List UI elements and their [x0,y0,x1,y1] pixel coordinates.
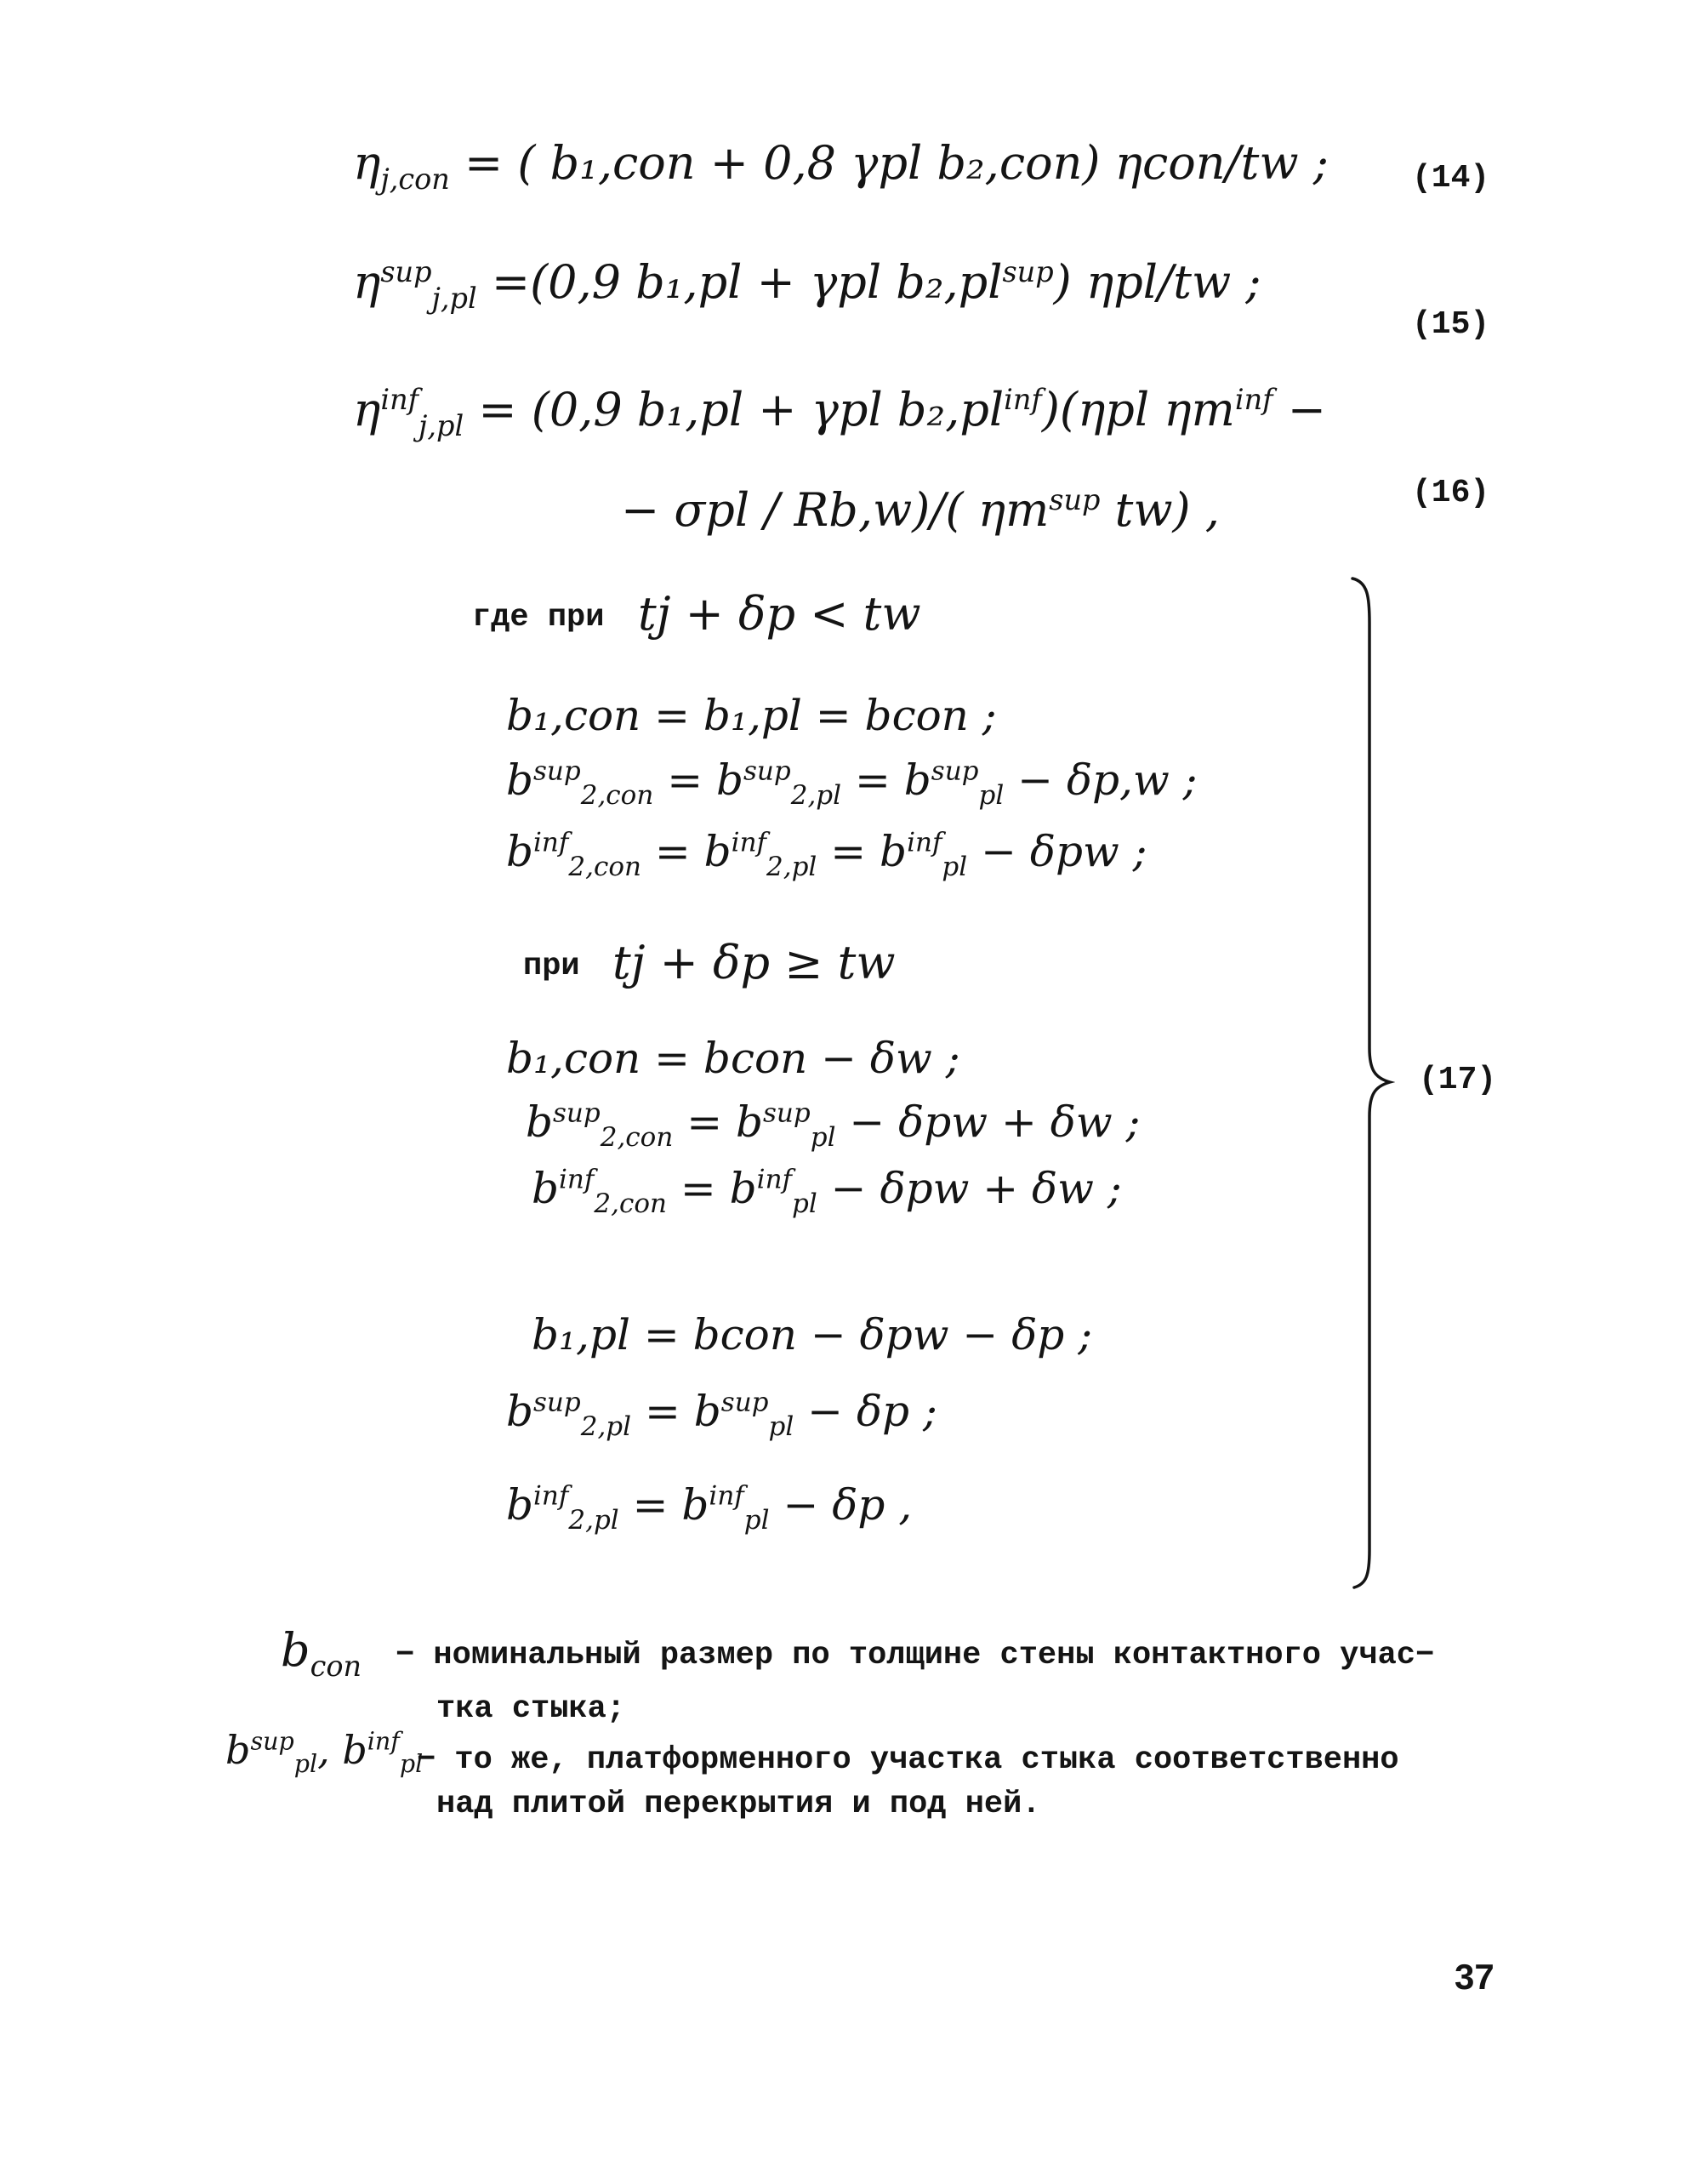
equation-14: $\eta_{j,con}$ = ( b₁,con + 0,8 γpl b₂,con) ηcon/tw ; [353,136,1329,196]
group-3-line-1: b₁,pl = bcon − δpw − δp ; [532,1310,1093,1359]
right-brace-icon [1344,572,1395,1593]
group-2-line-2: $b^{sup}_{2,con} = b^{sup}_{pl} - \delta pw + \delta w$ ; [526,1097,1141,1153]
condition-1: tj + δp < tw [638,587,921,641]
definition-1-text-line-2: тка стыка; [436,1691,626,1727]
condition-2: tj + δp ≥ tw [612,936,896,989]
group-3-line-2: $b^{sup}_{2,pl} = b^{sup}_{pl} - \delta p$ ; [506,1387,937,1442]
definition-2-text-line-1: − то же, платформенного участка стыка соответственно [417,1742,1399,1778]
definition-1-text-line-1: − номинальный размер по толщине стены контактного учас− [396,1638,1435,1673]
equation-16-line-1: $\eta^{inf}_{j,pl} = (0,9$ b₁,pl + γpl $b_2,pl^{inf})(\eta pl$ $\eta m^{inf}$ − [353,383,1326,442]
group-2-line-3: $b^{inf}_{2,con} = b^{inf}_{pl} - \delta pw + \delta w$ ; [532,1164,1122,1219]
equation-number-15: (15) [1412,306,1490,343]
group-1-line-3: $b^{inf}_{2,con} = b^{inf}_{2,pl} = b^{inf}_{pl} - \delta pw$ ; [506,827,1147,882]
group-1-line-2: $b^{sup}_{2,con} = b^{sup}_{2,pl} = b^{sup}_{pl} - \delta p,w$ ; [506,755,1198,811]
group-1-line-1: b₁,con = b₁,pl = bcon ; [506,691,997,740]
equation-16-line-2: − σpl / Rb,w)/( $\eta m^{sup}$ tw) , [621,483,1220,537]
group-3-line-3: $b^{inf}_{2,pl} = b^{inf}_{pl} - \delta p$ , [506,1480,913,1536]
equation-number-14: (14) [1412,160,1490,197]
definition-1-symbol: $b_{con}$ [281,1623,362,1683]
equation-number-16: (16) [1412,475,1490,511]
page-number: 37 [1455,1957,1494,1997]
group-2-line-1: b₁,con = bcon − δw ; [506,1034,960,1083]
pri-label: при [523,949,580,984]
definition-2-text-line-2: над плитой перекрытия и под ней. [436,1787,1041,1822]
equation-15: $\eta^{sup}_{j,pl} =(0,9$ b₁,pl + γpl $b_2,pl^{sup}$) ηpl/tw ; [353,255,1261,315]
equation-number-17: (17) [1419,1062,1497,1098]
definition-2-symbol: $b^{sup}_{pl}$, $b^{inf}_{pl}$ [225,1727,424,1779]
where-label: где при [472,600,605,635]
